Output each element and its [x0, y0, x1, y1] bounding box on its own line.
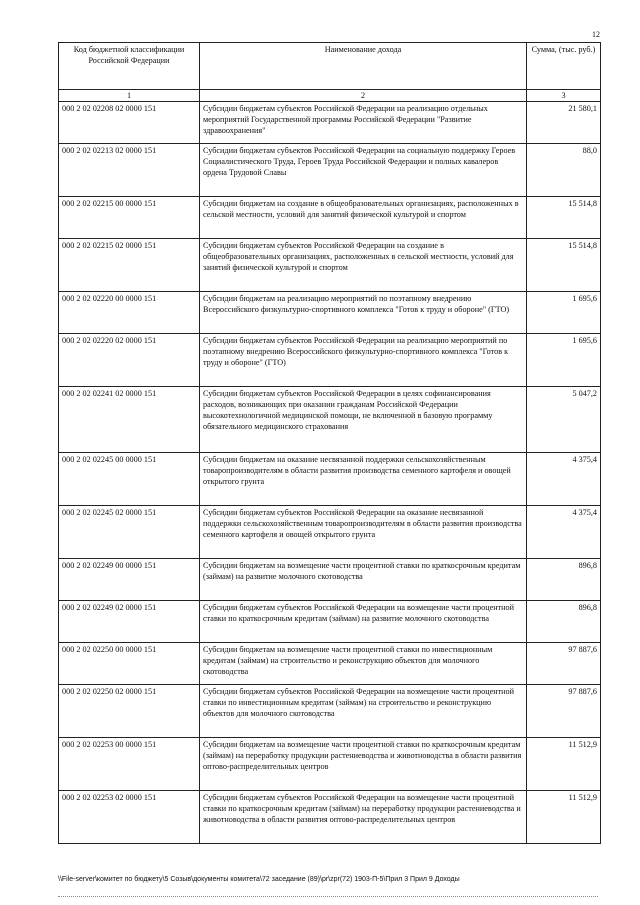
row-amount: 88,0	[527, 144, 601, 197]
column-number: 2	[200, 90, 527, 102]
row-amount: 15 514,8	[527, 197, 601, 239]
row-code: 000 2 02 02220 00 0000 151	[59, 292, 200, 334]
table-row	[59, 791, 601, 844]
table-row	[59, 334, 601, 387]
row-amount: 97 887,6	[527, 685, 601, 738]
row-amount: 1 695,6	[527, 292, 601, 334]
row-name: Субсидии бюджетам на возмещение части процентной ставки по краткосрочным кредитам (займам) на развитие молочного скотоводства	[200, 559, 527, 601]
footer-file-path: \\File-server\комитет по бюджету\5 Созыв\документы комитета\72 заседание (89)\pr\zpr(72) 1903-П-5\Прил 3 Прил 9 Доходы	[58, 876, 460, 883]
table-row	[59, 453, 601, 506]
row-name: Субсидии бюджетам на возмещение части процентной ставки по инвестиционным кредитам (займам) на строительство и реконструкцию объектов для молочного скотоводства	[200, 643, 527, 685]
row-code: 000 2 02 02250 02 0000 151	[59, 685, 200, 738]
row-code: 000 2 02 02215 02 0000 151	[59, 239, 200, 292]
table-row	[59, 102, 601, 144]
row-name: Субсидии бюджетам на оказание несвязанной поддержки сельскохозяйственным товаропроизводителям в области развития производства семенного картофеля и овощей открытого грунта	[200, 453, 527, 506]
row-name: Субсидии бюджетам на реализацию мероприятий по поэтапному внедрению Всероссийского физкультурно-спортивного комплекса "Готов к труду и обороне" (ГТО)	[200, 292, 527, 334]
row-code: 000 2 02 02250 00 0000 151	[59, 643, 200, 685]
row-code: 000 2 02 02241 02 0000 151	[59, 387, 200, 453]
row-amount: 97 887,6	[527, 643, 601, 685]
row-code: 000 2 02 02245 00 0000 151	[59, 453, 200, 506]
row-name: Субсидии бюджетам субъектов Российской Федерации на социальную поддержку Героев Социалистического Труда, Героев Труда Российской Федерации и полных кавалеров ордена Трудовой Славы	[200, 144, 527, 197]
header-name: Наименование дохода	[200, 43, 527, 90]
row-amount: 11 512,9	[527, 791, 601, 844]
row-amount: 896,8	[527, 559, 601, 601]
row-name: Субсидии бюджетам на создание в общеобразовательных организациях, расположенных в сельской местности, условий для занятий физической культурой и спортом	[200, 197, 527, 239]
table-row	[59, 144, 601, 197]
row-name: Субсидии бюджетам субъектов Российской Федерации на создание в общеобразовательных организациях, расположенных в сельской местности, условий для занятий физической культурой и спортом	[200, 239, 527, 292]
header-code: Код бюджетной классификации Российской Федерации	[59, 43, 200, 90]
page-number: 12	[592, 30, 600, 39]
row-code: 000 2 02 02208 02 0000 151	[59, 102, 200, 144]
column-number: 1	[59, 90, 200, 102]
table-row	[59, 685, 601, 738]
row-code: 000 2 02 02253 02 0000 151	[59, 791, 200, 844]
table-row	[59, 292, 601, 334]
row-code: 000 2 02 02215 00 0000 151	[59, 197, 200, 239]
table-row	[59, 387, 601, 453]
row-name: Субсидии бюджетам на возмещение части процентной ставки по краткосрочным кредитам (займам) на переработку продукции растениеводства и животноводства в области развития оптово-распределительных центров	[200, 738, 527, 791]
row-code: 000 2 02 02249 02 0000 151	[59, 601, 200, 643]
table-row	[59, 197, 601, 239]
row-code: 000 2 02 02245 02 0000 151	[59, 506, 200, 559]
table-row	[59, 559, 601, 601]
row-amount: 1 695,6	[527, 334, 601, 387]
row-name: Субсидии бюджетам субъектов Российской Федерации на реализацию отдельных мероприятий Государственной программы Российской Федерации "Развитие здравоохранения"	[200, 102, 527, 144]
row-name: Субсидии бюджетам субъектов Российской Федерации на оказание несвязанной поддержки сельскохозяйственным товаропроизводителям в области развития производства семенного картофеля и овощей открытого грунта	[200, 506, 527, 559]
row-code: 000 2 02 02249 00 0000 151	[59, 559, 200, 601]
row-name: Субсидии бюджетам субъектов Российской Федерации на возмещение части процентной ставки по краткосрочным кредитам (займам) на переработку продукции растениеводства и животноводства в области развития оптово-распределительных центров	[200, 791, 527, 844]
row-amount: 5 047,2	[527, 387, 601, 453]
row-amount: 4 375,4	[527, 453, 601, 506]
row-amount: 11 512,9	[527, 738, 601, 791]
table-row	[59, 601, 601, 643]
column-number-row	[59, 90, 601, 102]
row-name: Субсидии бюджетам субъектов Российской Федерации на реализацию мероприятий по поэтапному внедрению Всероссийского физкультурно-спортивного комплекса "Готов к труду и обороне" (ГТО)	[200, 334, 527, 387]
row-amount: 4 375,4	[527, 506, 601, 559]
row-amount: 15 514,8	[527, 239, 601, 292]
table-body	[59, 102, 601, 844]
revenue-table	[58, 42, 601, 844]
table-row	[59, 506, 601, 559]
row-code: 000 2 02 02220 02 0000 151	[59, 334, 200, 387]
footer-divider	[58, 896, 598, 897]
row-name: Субсидии бюджетам субъектов Российской Федерации на возмещение части процентной ставки по краткосрочным кредитам (займам) на развитие молочного скотоводства	[200, 601, 527, 643]
row-amount: 21 580,1	[527, 102, 601, 144]
table-row	[59, 239, 601, 292]
row-amount: 896,8	[527, 601, 601, 643]
table-row	[59, 738, 601, 791]
table-header-row	[59, 43, 601, 90]
column-number: 3	[527, 90, 601, 102]
table-row	[59, 643, 601, 685]
row-name: Субсидии бюджетам субъектов Российской Федерации на возмещение части процентной ставки по инвестиционным кредитам (займам) на строительство и реконструкцию объектов для молочного скотоводства	[200, 685, 527, 738]
row-code: 000 2 02 02213 02 0000 151	[59, 144, 200, 197]
header-amount: Сумма, (тыс. руб.)	[527, 43, 601, 90]
row-name: Субсидии бюджетам субъектов Российской Федерации в целях софинансирования расходов, возникающих при оказании гражданам Российской Федерации высокотехнологичной медицинской помощи, не включенной в базовую программу обязательного медицинского страхования	[200, 387, 527, 453]
row-code: 000 2 02 02253 00 0000 151	[59, 738, 200, 791]
